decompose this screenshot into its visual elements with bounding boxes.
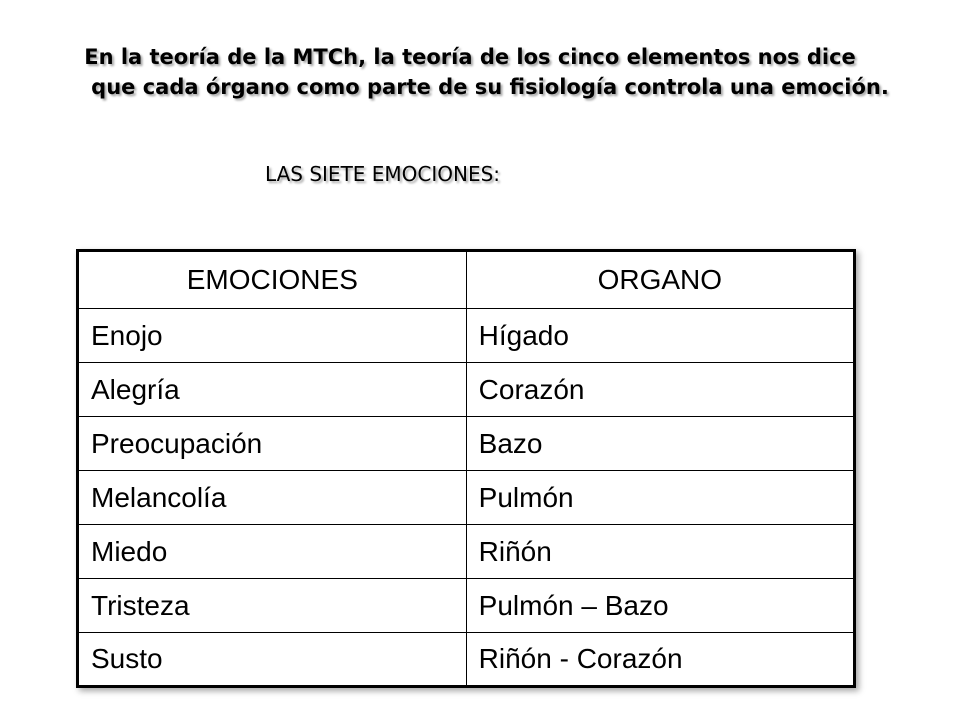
table-row [78, 309, 855, 363]
organ-cell: Pulmón [466, 471, 854, 525]
emotion-cell: Enojo [78, 309, 467, 363]
column-header-organ: ORGANO [466, 251, 854, 309]
intro-text [0, 42, 960, 102]
emotion-cell: Tristeza [78, 579, 467, 633]
organ-cell: Pulmón – Bazo [466, 579, 854, 633]
table-row [78, 471, 855, 525]
emotion-cell: Melancolía [78, 471, 467, 525]
organ-cell: Corazón [466, 363, 854, 417]
section-subtitle: LAS SIETE EMOCIONES: [265, 162, 501, 186]
column-header-emotions: EMOCIONES [78, 251, 467, 309]
table-header-row [78, 251, 855, 309]
table-row [78, 633, 855, 687]
emotion-cell: Alegría [78, 363, 467, 417]
table-row [78, 525, 855, 579]
table-row [78, 363, 855, 417]
organ-cell: Bazo [466, 417, 854, 471]
emotions-table [76, 249, 856, 688]
organ-cell: Hígado [466, 309, 854, 363]
table-row [78, 579, 855, 633]
emotion-cell: Miedo [78, 525, 467, 579]
table-row [78, 417, 855, 471]
emotion-cell: Susto [78, 633, 467, 687]
emotion-cell: Preocupación [78, 417, 467, 471]
organ-cell: Riñón [466, 525, 854, 579]
organ-cell: Riñón - Corazón [466, 633, 854, 687]
intro-line-1: En la teoría de la MTCh, la teoría de los cinco elementos nos dice [84, 45, 856, 69]
intro-line-2: que cada órgano como parte de su fisiología controla una emoción. [91, 75, 889, 99]
